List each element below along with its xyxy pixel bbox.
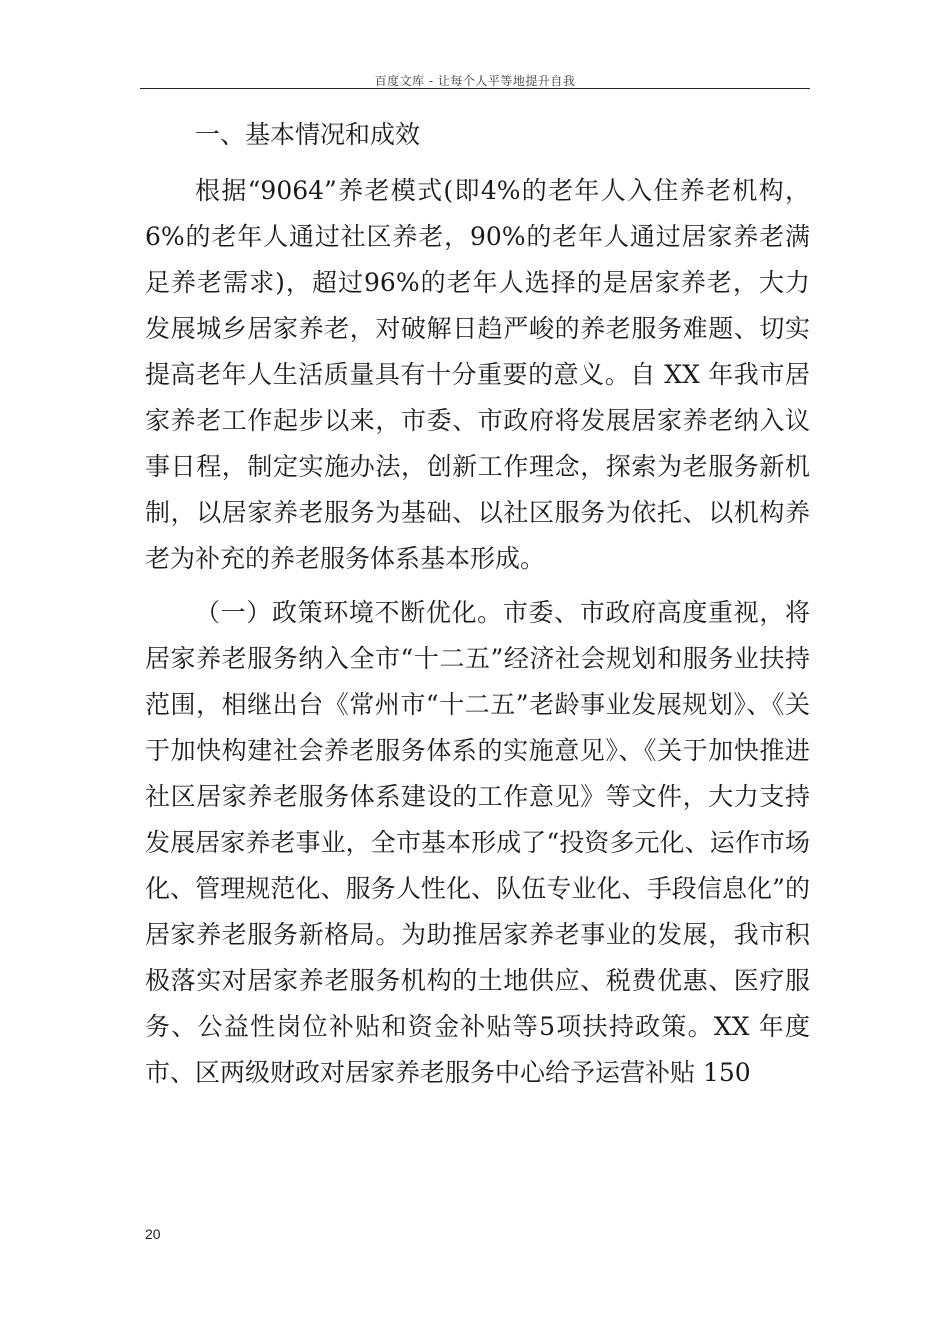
paragraph-policy: （一）政策环境不断优化。市委、市政府高度重视，将居家养老服务纳入全市“十二五”经济社会规划和服务业扶持范围，相继出台《常州市“十二五”老龄事业发展规划》、《关于加快构建社会养老服务体系的实施意见》、《关于加快推进社区居家养老服务体系建设的工作意见》等文件，大力支持发展居家养老事业，全市基本形成了“投资多元化、运作市场化、管理规范化、服务人性化、队伍专业化、手段信息化”的居家养老服务新格局。为助推居家养老事业的发展，我市积极落实对居家养老服务机构的土地供应、税费优惠、医疗服务、公益性岗位补贴和资金补贴等5项扶持政策。XX 年度市、区两级财政对居家养老服务中心给予运营补贴 150: [145, 598, 810, 1087]
section-heading: 一、基本情况和成效: [195, 120, 421, 149]
document-body: [145, 112, 810, 1104]
paragraph-intro: 根据“9064”养老模式(即4%的老年人入住养老机构，6%的老年人通过社区养老，90%的老年人通过居家养老满足养老需求)，超过96%的老年人选择的是居家养老，大力发展城乡居家养老，对破解日趋严峻的养老服务难题、切实提高老年人生活质量具有十分重要的意义。自 XX 年我市居家养老工作起步以来，市委、市政府将发展居家养老纳入议事日程，制定实施办法，创新工作理念，探索为老服务新机制，以居家养老服务为基础、以社区服务为依托、以机构养老为补充的养老服务体系基本形成。: [145, 176, 810, 573]
page-header: 百度文库 - 让每个人平等地提升自我: [374, 74, 576, 88]
header-divider: [140, 88, 810, 89]
page-number: 20: [145, 1226, 161, 1242]
